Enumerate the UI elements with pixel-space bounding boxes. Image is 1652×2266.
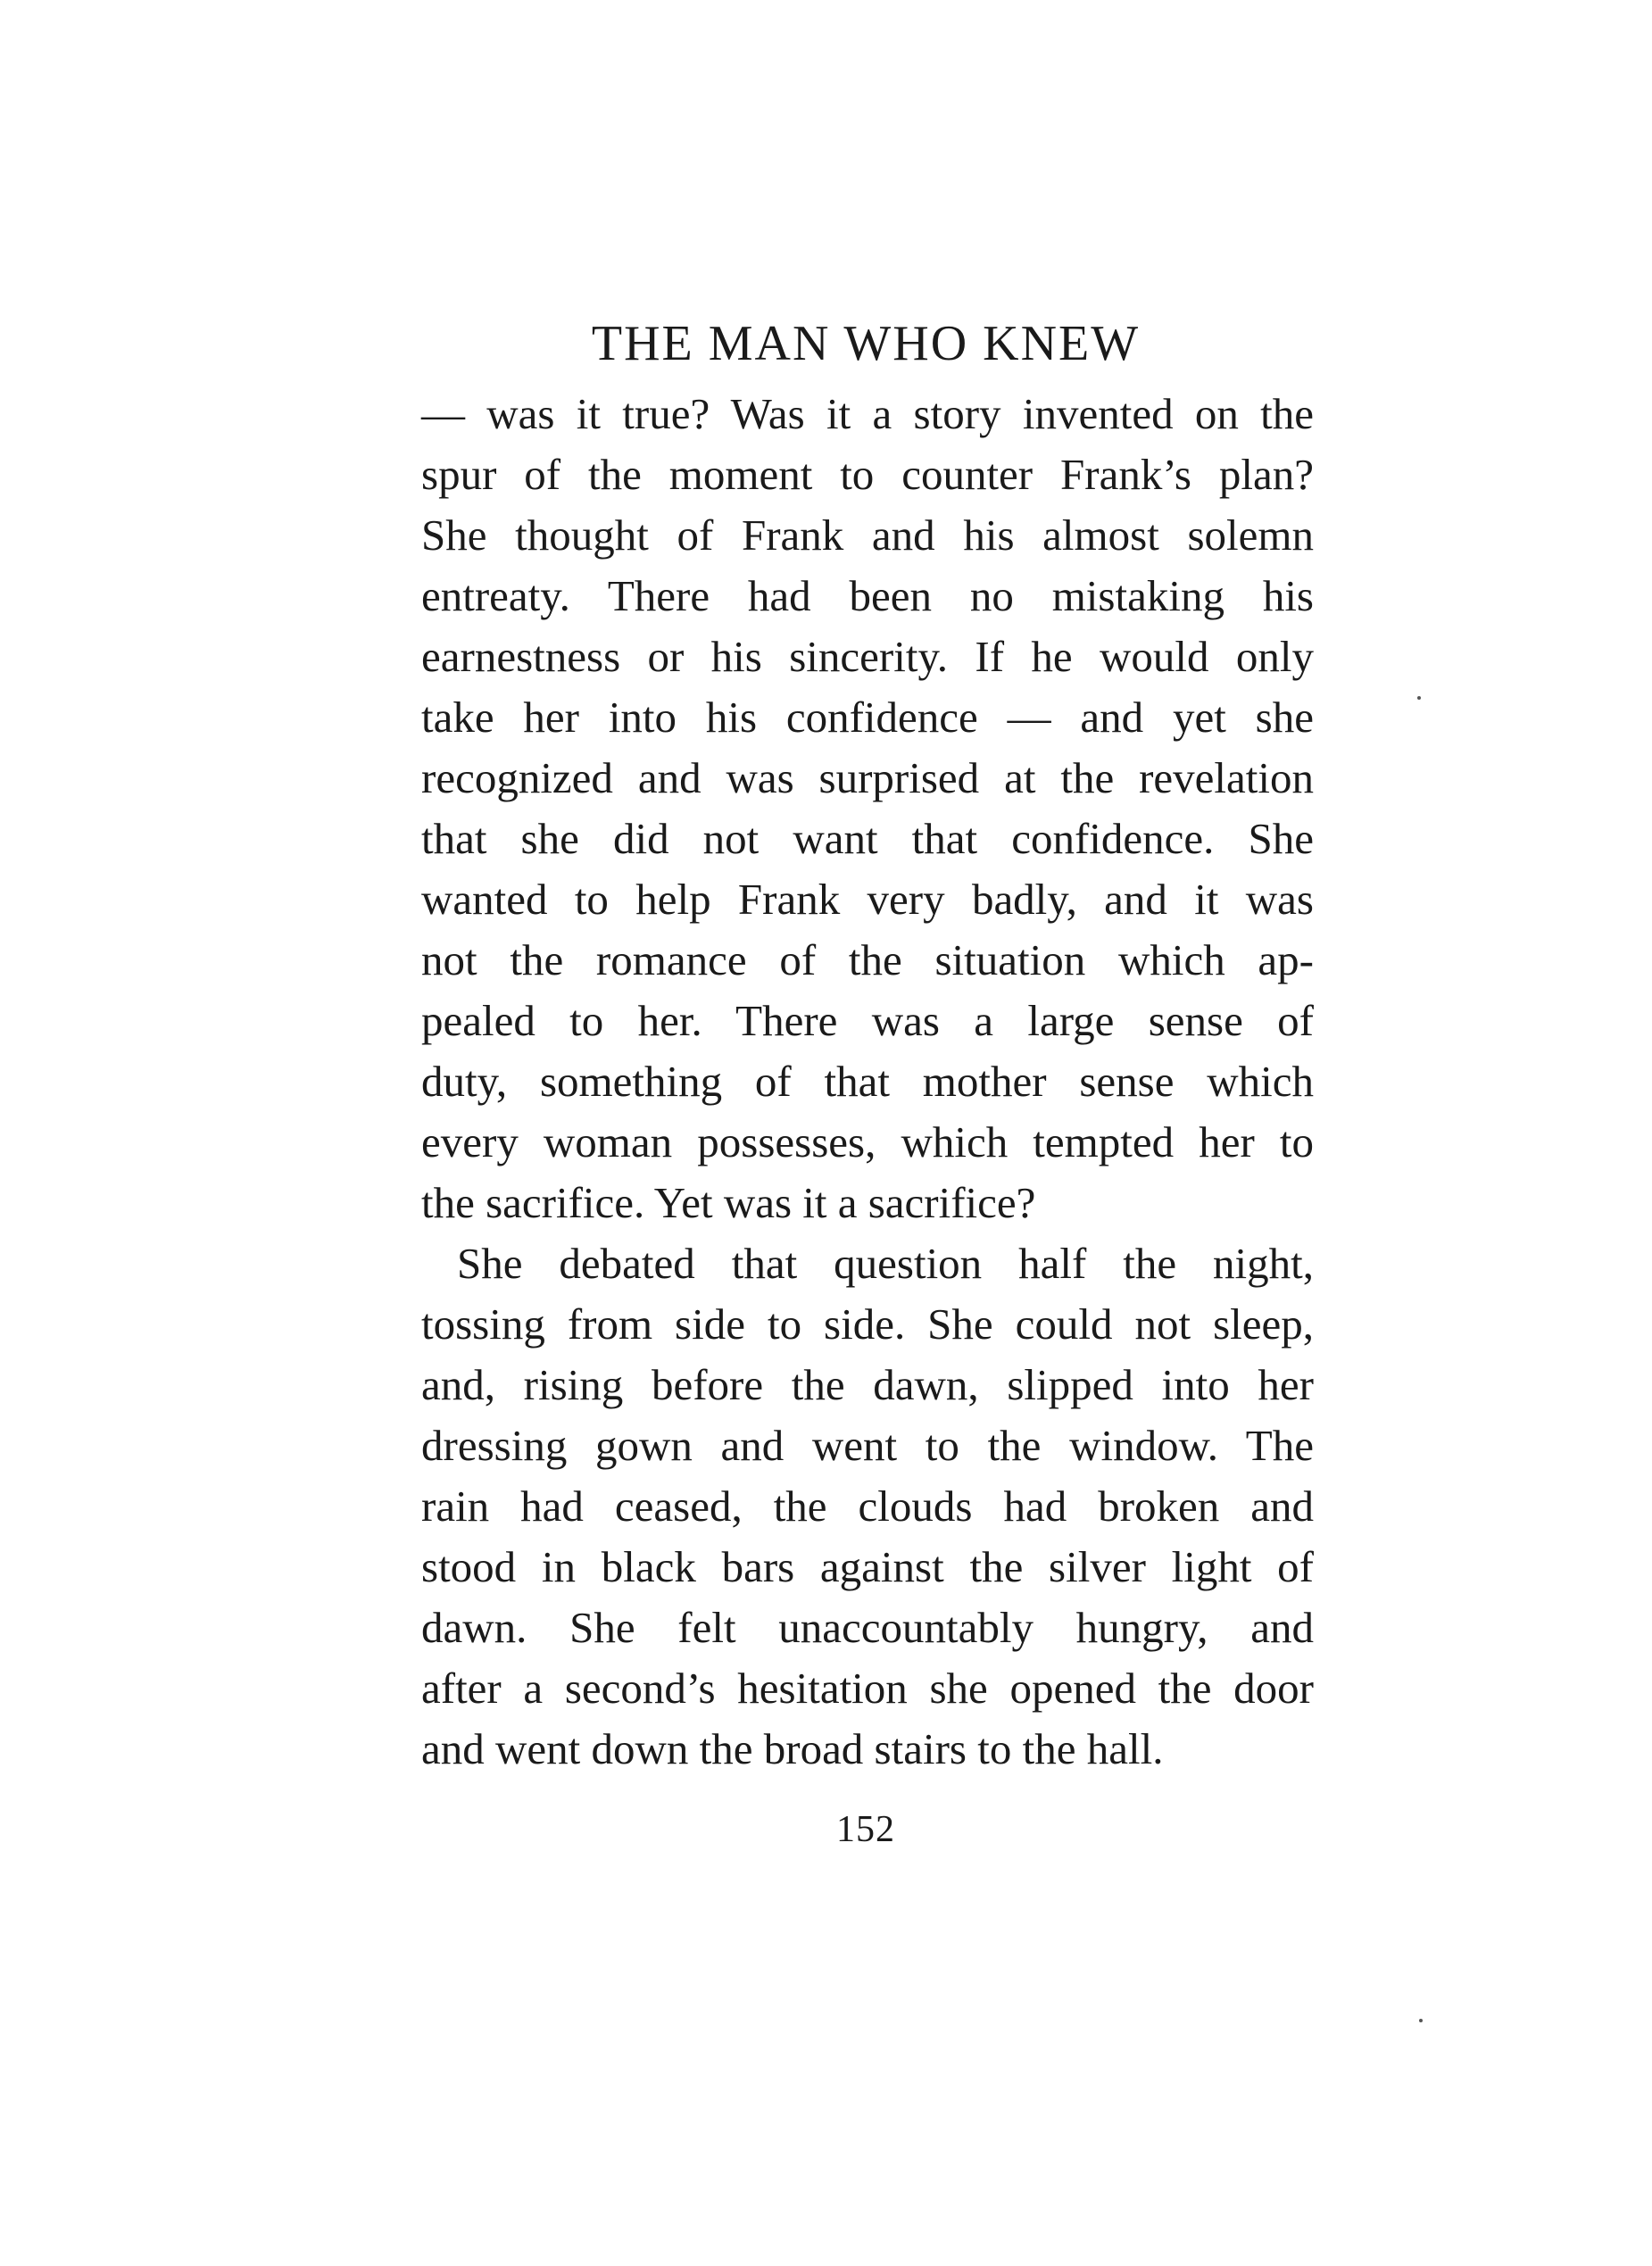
text-line: not the romance of the situation which ap-	[421, 935, 1314, 984]
paragraph-1	[421, 384, 1314, 1233]
scan-speck	[1417, 696, 1421, 700]
text-line: pealed to her. There was a large sense of	[421, 996, 1314, 1045]
text-line: She thought of Frank and his almost solemn	[421, 510, 1314, 560]
text-line: earnestness or his sincerity. If he would only	[421, 632, 1314, 681]
text-line: stood in black bars against the silver light of	[421, 1542, 1314, 1591]
scan-speck	[1419, 2019, 1423, 2022]
paragraph-2	[421, 1233, 1314, 1780]
text-line: — was it true? Was it a story invented on the	[421, 389, 1314, 438]
text-line: and went down the broad stairs to the hall.	[421, 1724, 1164, 1773]
text-line: and, rising before the dawn, slipped into her	[421, 1360, 1314, 1409]
text-line: spur of the moment to counter Frank’s plan?	[421, 450, 1314, 499]
page-number: 152	[836, 1809, 895, 1850]
text-line: the sacrifice. Yet was it a sacrifice?	[421, 1178, 1036, 1227]
text-line: after a second’s hesitation she opened the door	[421, 1664, 1314, 1713]
text-line: dressing gown and went to the window. The	[421, 1421, 1314, 1470]
text-line: wanted to help Frank very badly, and it was	[421, 875, 1314, 924]
text-line: that she did not want that confidence. She	[421, 814, 1314, 863]
text-line: rain had ceased, the clouds had broken and	[421, 1482, 1314, 1531]
text-line: take her into his confidence — and yet she	[421, 693, 1314, 742]
text-line: dawn. She felt unaccountably hungry, and	[421, 1603, 1314, 1652]
running-head: THE MAN WHO KNEW	[591, 316, 1141, 371]
text-line: She debated that question half the night,	[457, 1239, 1314, 1288]
text-line: duty, something of that mother sense which	[421, 1057, 1314, 1106]
body-text	[421, 384, 1314, 1780]
text-line: entreaty. There had been no mistaking his	[421, 571, 1314, 620]
text-line: tossing from side to side. She could not sleep,	[421, 1299, 1314, 1349]
text-line: recognized and was surprised at the revelation	[421, 753, 1314, 802]
text-line: every woman possesses, which tempted her to	[421, 1117, 1314, 1166]
